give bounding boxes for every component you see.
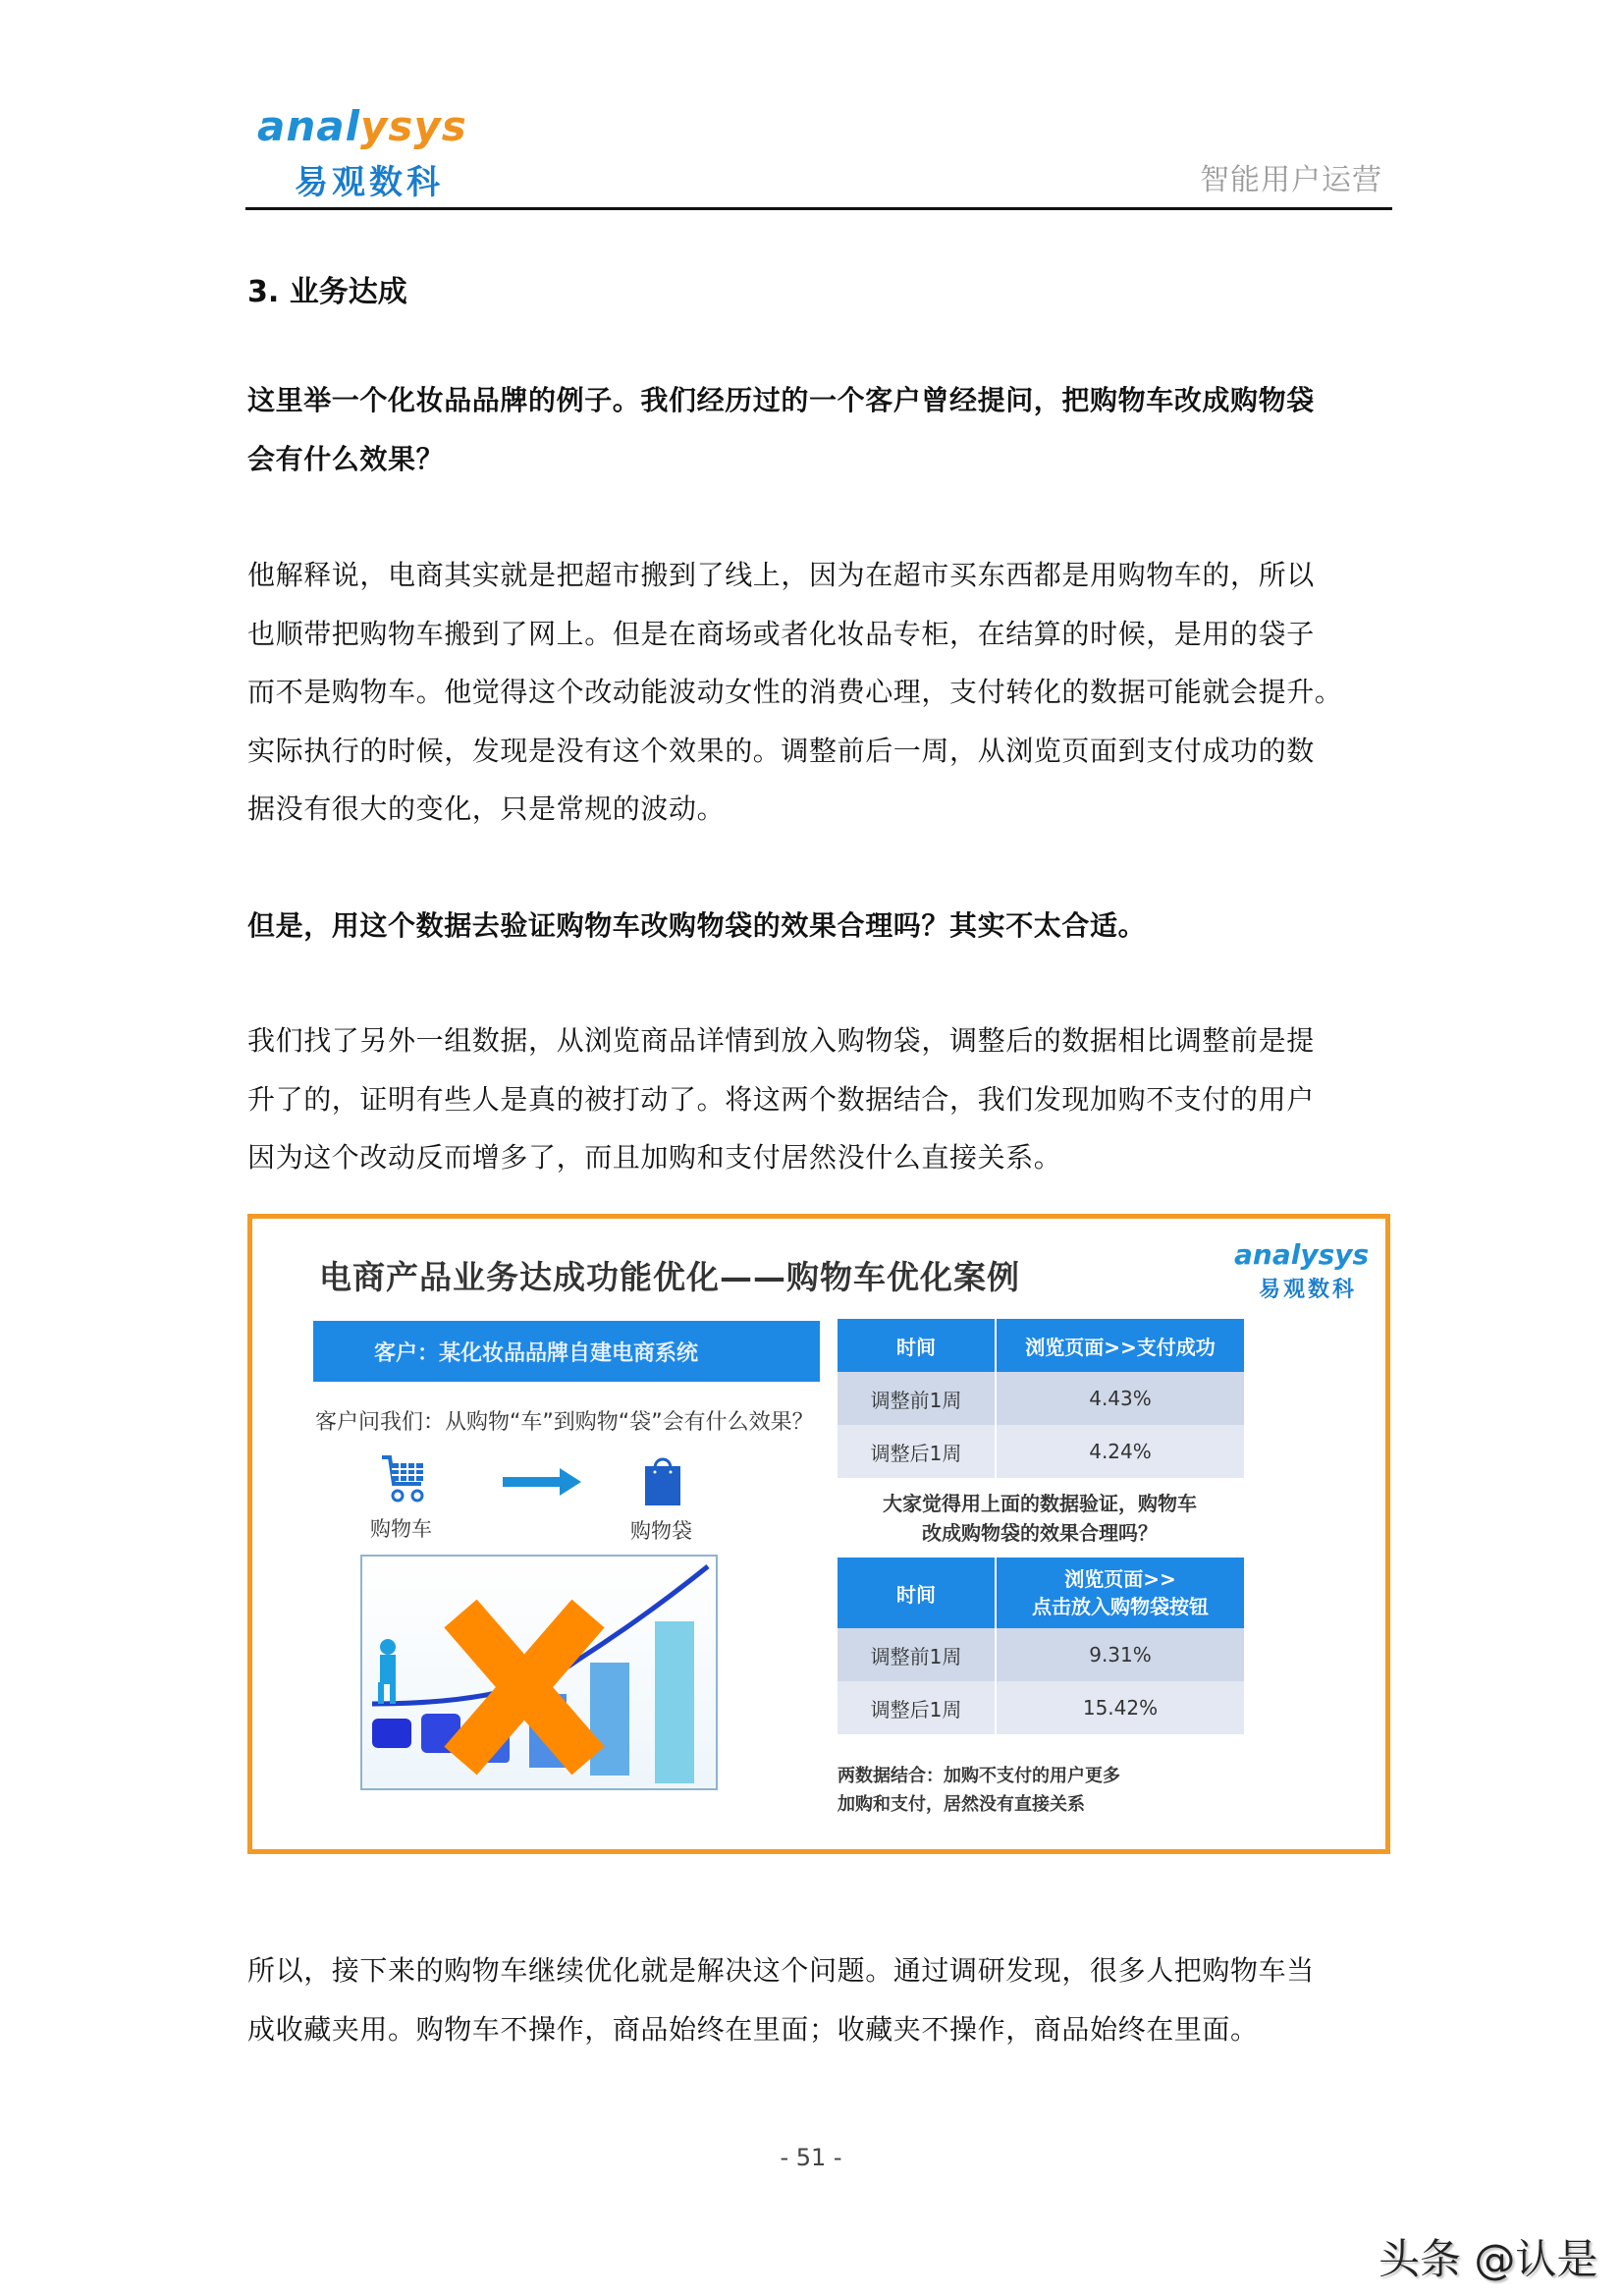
column-header: 时间: [838, 1319, 996, 1372]
text-line: 而不是购物车。他觉得这个改动能波动女性的消费心理，支付转化的数据可能就会提升。: [247, 676, 1343, 708]
text-line: 所以，接下来的购物车继续优化就是解决这个问题。通过调研发现，很多人把购物车当: [247, 1954, 1315, 1987]
shopping-bag-icon: [643, 1454, 682, 1505]
growth-illustration-icon: [362, 1557, 716, 1788]
paragraph-explanation: [247, 546, 1392, 839]
column-header: [996, 1558, 1244, 1628]
table-row: [838, 1681, 1244, 1734]
paragraph-question: [247, 897, 1392, 956]
shopping-cart-icon: [380, 1454, 427, 1503]
text-line: 升了的，证明有些人是真的被打动了。将这两个数据结合，我们发现加购不支付的用户: [247, 1082, 1315, 1116]
logo-mark: a: [257, 102, 287, 150]
column-header: 浏览页面>>支付成功: [996, 1319, 1244, 1372]
customer-banner: [313, 1321, 820, 1382]
text-line: 改成购物袋的效果合理吗？: [922, 1521, 1158, 1545]
figure-mid-question: [834, 1489, 1246, 1548]
section-heading: 3. 业务达成: [247, 275, 407, 309]
figure-logo-chinese: 易观数科: [1259, 1278, 1358, 1302]
table-page-to-payment: [838, 1319, 1244, 1478]
text-line: 会有什么效果？: [247, 442, 445, 475]
table-cell: 15.42%: [996, 1681, 1244, 1734]
column-header: 时间: [838, 1558, 996, 1628]
text-line: 也顺带把购物车搬到了网上。但是在商场或者化妆品专柜，在结算的时候，是用的袋子: [247, 617, 1315, 650]
case-study-figure: [247, 1214, 1390, 1854]
watermark: 头条 @认是: [1379, 2235, 1598, 2283]
table-cell: 4.24%: [996, 1425, 1244, 1478]
text-line: 因为这个改动反而增多了，而且加购和支付居然没什么直接关系。: [247, 1141, 1062, 1174]
table-header-row: [838, 1558, 1244, 1628]
table-cell: 调整前1周: [838, 1372, 996, 1425]
figure-logo: [1234, 1238, 1369, 1271]
table-cell: 调整前1周: [838, 1628, 996, 1681]
figure-conclusion: [838, 1762, 1120, 1819]
text-line: 成收藏夹用。购物车不操作，商品始终在里面；收藏夹不操作，商品始终在里面。: [247, 2012, 1259, 2046]
paragraph-findings: [247, 1011, 1392, 1187]
figure-logo-text: analysys: [1234, 1238, 1370, 1271]
text-line: 大家觉得用上面的数据验证，购物车: [883, 1492, 1197, 1515]
paragraph-next-steps: [247, 1941, 1392, 2058]
table-cell: 调整后1周: [838, 1425, 996, 1478]
text-line: 我们找了另外一组数据，从浏览商品详情到放入购物袋，调整后的数据相比调整前是提: [247, 1024, 1315, 1057]
growth-chart-image: [360, 1555, 718, 1790]
logo-text-sys: ysys: [359, 102, 467, 150]
right-arrow-icon: [503, 1468, 581, 1496]
text-line: 但是，用这个数据去验证购物车改购物袋的效果合理吗？其实不太合适。: [247, 909, 1147, 942]
analysys-logo: [257, 102, 467, 150]
table-cell: 调整后1周: [838, 1681, 996, 1734]
table-row: [838, 1425, 1244, 1478]
text-line: 这里举一个化妆品品牌的例子。我们经历过的一个客户曾经提问，把购物车改成购物袋: [247, 384, 1315, 416]
table-row: [838, 1372, 1244, 1425]
customer-text: 客户：某化妆品品牌自建电商系统: [374, 1340, 699, 1366]
text-line: 加购和支付，居然没有直接关系: [838, 1794, 1085, 1815]
table-cell: 4.43%: [996, 1372, 1244, 1425]
page-number: - 51 -: [780, 2144, 842, 2171]
header-section-label: 智能用户运营: [1200, 163, 1382, 197]
text-line: 据没有很大的变化，只是常规的波动。: [247, 793, 726, 825]
text-line: 实际执行的时候，发现是没有这个效果的。调整前后一周，从浏览页面到支付成功的数: [247, 734, 1315, 767]
figure-title: 电商产品业务达成功能优化——购物车优化案例: [319, 1258, 1020, 1296]
table-cell: 9.31%: [996, 1628, 1244, 1681]
logo-text-nal: nal: [286, 102, 360, 150]
paragraph-intro: [247, 371, 1392, 488]
header-line: 点击放入购物袋按钮: [1032, 1595, 1209, 1618]
text-line: 两数据结合：加购不支付的用户更多: [838, 1766, 1120, 1786]
cart-label: 购物车: [370, 1517, 432, 1541]
table-page-to-add-bag: [838, 1558, 1244, 1734]
text-line: 他解释说，电商其实就是把超市搬到了线上，因为在超市买东西都是用购物车的，所以: [247, 559, 1315, 591]
bag-label: 购物袋: [630, 1519, 692, 1543]
table-row: [838, 1628, 1244, 1681]
table-header-row: [838, 1319, 1244, 1372]
header-divider: [245, 207, 1392, 210]
customer-question: 客户问我们：从购物“车”到购物“袋”会有什么效果？: [315, 1410, 814, 1435]
logo-chinese: 易观数科: [295, 163, 444, 202]
header-line: 浏览页面>>: [1064, 1567, 1176, 1591]
